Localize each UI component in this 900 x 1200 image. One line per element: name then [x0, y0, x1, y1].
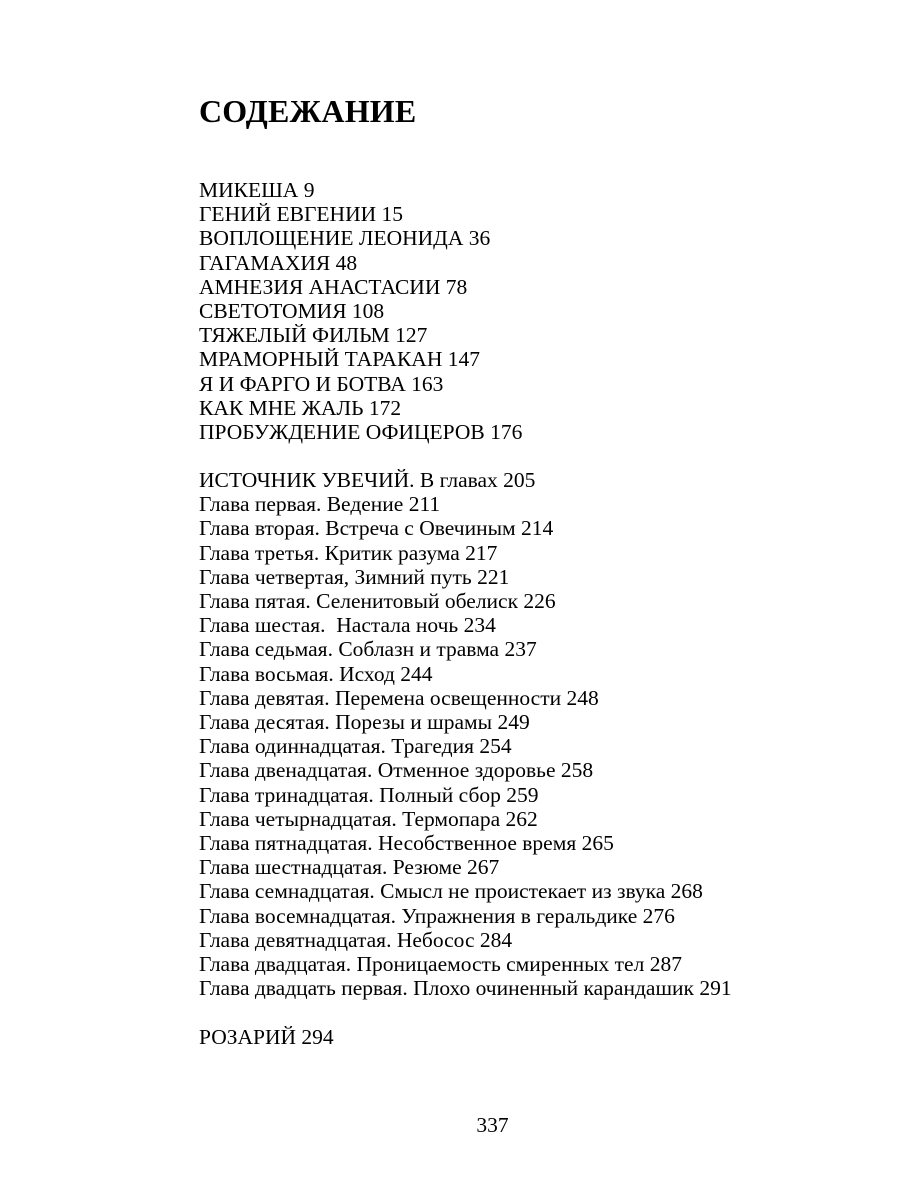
toc-chapter-entry: Глава третья. Критик разума 217	[199, 540, 498, 565]
toc-entry: ГЕНИЙ ЕВГЕНИИ 15	[199, 202, 404, 227]
toc-section-heading: ИСТОЧНИК УВЕЧИЙ. В главах 205	[199, 468, 536, 492]
toc-chapter-entry: Глава пятая. Селенитовый обелиск 226	[199, 589, 556, 614]
toc-entry: МИКЕША 9	[199, 178, 315, 202]
toc-chapter-entry: Глава шестая. Настала ночь 234	[199, 613, 496, 638]
toc-entry: ВОПЛОЩЕНИЕ ЛЕОНИДА 36	[199, 226, 491, 251]
toc-chapter-entry: Глава седьмая. Соблазн и травма 237	[199, 637, 537, 662]
toc-chapter-entry: Глава первая. Ведение 211	[199, 492, 441, 517]
toc-chapter-entry: Глава двадцатая. Проницаемость смиренных тел 287	[199, 952, 682, 977]
toc-entry: МРАМОРНЫЙ ТАРАКАН 147	[199, 347, 480, 372]
toc-chapter-entry: Глава восемнадцатая. Упражнения в геральдике 276	[199, 903, 675, 928]
toc-chapter-entry: Глава восьмая. Исход 244	[199, 661, 433, 686]
toc-entry: ТЯЖЕЛЫЙ ФИЛЬМ 127	[199, 323, 428, 348]
toc-chapters-list	[199, 468, 732, 1000]
toc-chapter-entry: Глава двенадцатая. Отменное здоровье 258	[199, 758, 594, 783]
toc-entry: КАК МНЕ ЖАЛЬ 172	[199, 395, 402, 420]
toc-chapter-entry: Глава одиннадцатая. Трагедия 254	[199, 734, 512, 759]
toc-entry: Я И ФАРГО И БОТВА 163	[199, 371, 444, 396]
toc-chapter-entry: Глава десятая. Порезы и шрамы 249	[199, 710, 530, 735]
toc-entry: ПРОБУЖДЕНИЕ ОФИЦЕРОВ 176	[199, 420, 523, 445]
toc-chapter-entry: Глава семнадцатая. Смысл не проистекает из звука 268	[199, 879, 703, 904]
toc-entry: РОЗАРИЙ 294	[199, 1025, 334, 1049]
toc-chapter-entry: Глава вторая. Встреча с Овечиным 214	[199, 516, 554, 541]
toc-chapter-entry: Глава четырнадцатая. Термопара 262	[199, 806, 538, 831]
toc-entry: ГАГАМАХИЯ 48	[199, 250, 358, 275]
page-title: СОДЕЖАНИЕ	[199, 93, 417, 129]
toc-stories-list	[199, 178, 522, 444]
toc-rosary-list	[199, 1025, 334, 1049]
toc-chapter-entry: Глава девятнадцатая. Небосос 284	[199, 927, 513, 952]
toc-chapter-entry: Глава шестнадцатая. Резюме 267	[199, 855, 500, 880]
page-number: 337	[476, 1113, 509, 1137]
toc-chapter-entry: Глава четвертая, Зимний путь 221	[199, 564, 510, 589]
toc-entry: АМНЕЗИЯ АНАСТАСИИ 78	[199, 274, 468, 299]
toc-chapter-entry: Глава двадцать первая. Плохо очиненный карандашик 291	[199, 976, 732, 1001]
toc-chapter-entry: Глава девятая. Перемена освещенности 248	[199, 685, 599, 710]
toc-chapter-entry: Глава тринадцатая. Полный сбор 259	[199, 782, 539, 807]
toc-entry: СВЕТОТОМИЯ 108	[199, 299, 385, 324]
toc-chapter-entry: Глава пятнадцатая. Несобственное время 265	[199, 831, 614, 856]
